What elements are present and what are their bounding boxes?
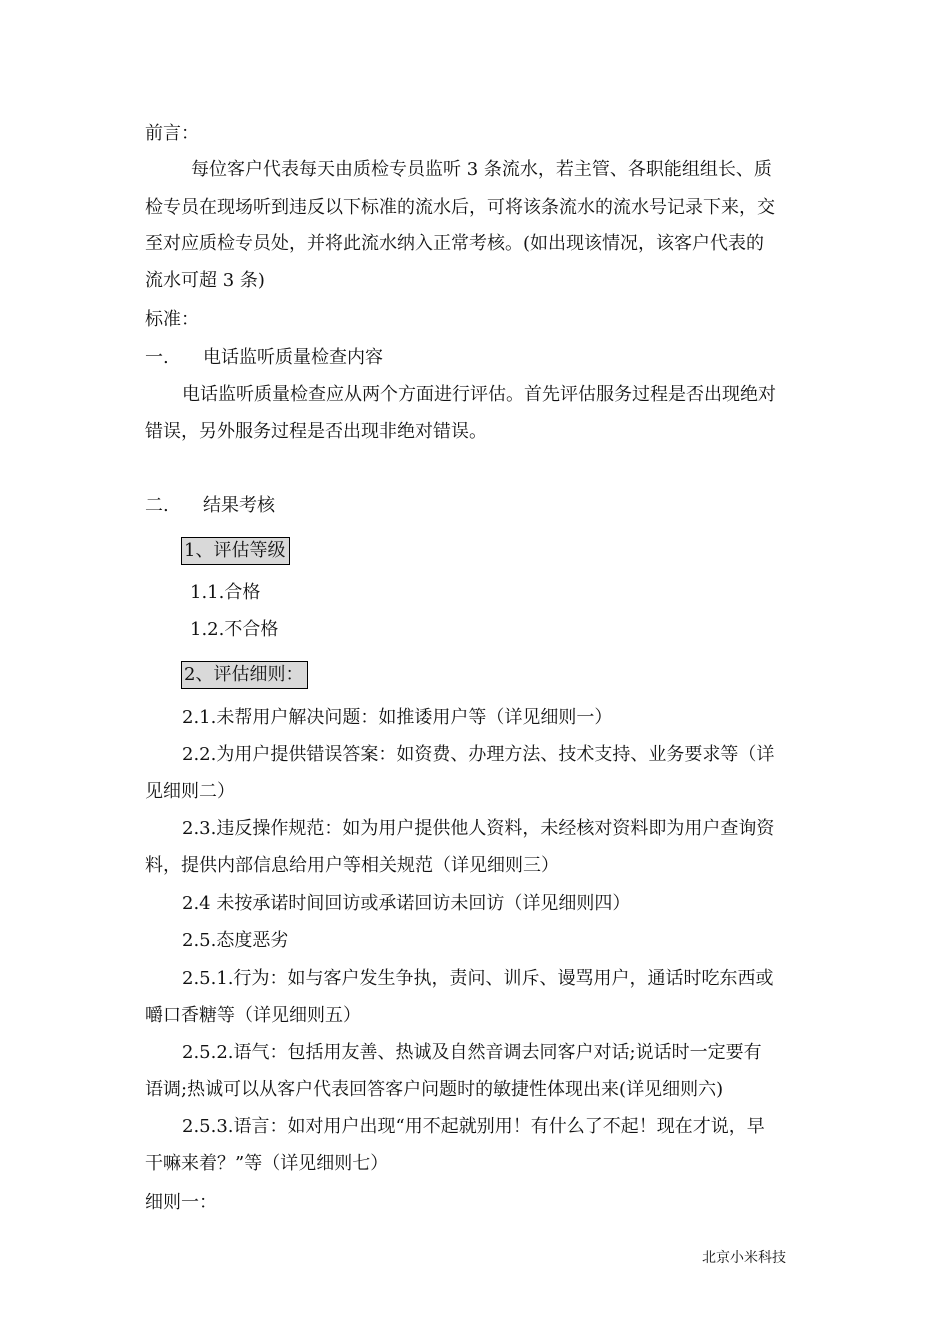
preface-heading: 前言：	[145, 123, 199, 144]
rule-2-3-line-2: 料，提供内部信息给用户等相关规范（详见细则三）	[145, 855, 559, 876]
rule-2-2-line-2: 见细则二）	[145, 781, 235, 802]
grade-fail: 1.2.不合格	[190, 619, 279, 640]
section-1-title: 电话监听质量检查内容	[203, 347, 383, 368]
rule-2-5-2-line-1: 2.5.2.语气：包括用友善、热诚及自然音调去同客户对话;说话时一定要有	[182, 1042, 762, 1063]
detail-1-heading: 细则一：	[145, 1192, 217, 1213]
rule-2-5-2-line-2: 语调;热诚可以从客户代表回答客户问题时的敏捷性体现出来(详见细则六)	[145, 1079, 724, 1100]
preface-line-1: 每位客户代表每天由质检专员监听 3 条流水，若主管、各职能组组长、质	[191, 159, 772, 180]
rule-2-3-line-1: 2.3.违反操作规范：如为用户提供他人资料，未经核对资料即为用户查询资	[182, 818, 775, 839]
rule-2-5-1-line-1: 2.5.1.行为：如与客户发生争执，责问、训斥、谩骂用户，通话时吃东西或	[182, 968, 774, 989]
assessment-grade-box: 1、评估等级	[181, 537, 290, 565]
rule-2-4: 2.4 未按承诺时间回访或承诺回访未回访（详见细则四）	[182, 893, 631, 914]
preface-line-2: 检专员在现场听到违反以下标准的流水后，可将该条流水的流水号记录下来，交	[145, 197, 775, 218]
rule-2-1: 2.1.未帮用户解决问题：如推诿用户等（详见细则一）	[182, 707, 613, 728]
rule-2-5-3-line-2: 干嘛来着？”等（详见细则七）	[145, 1153, 389, 1174]
rule-2-5-3-line-1: 2.5.3.语言：如对用户出现“用不起就别用！有什么了不起！现在才说，早	[182, 1116, 765, 1137]
page-footer: 北京小米科技	[702, 1250, 786, 1266]
preface-line-4: 流水可超 3 条)	[145, 270, 265, 291]
section-2-heading	[145, 488, 810, 524]
assessment-rules-box: 2、评估细则：	[181, 661, 308, 689]
preface-line-3: 至对应质检专员处，并将此流水纳入正常考核。(如出现该情况，该客户代表的	[145, 233, 765, 254]
rule-2-5: 2.5.态度恶劣	[182, 930, 289, 951]
rule-2-5-1-line-2: 嚼口香糖等（详见细则五）	[145, 1005, 361, 1026]
section-1-line-2: 错误，另外服务过程是否出现非绝对错误。	[145, 421, 487, 442]
standard-heading: 标准：	[145, 309, 199, 330]
section-1-heading	[145, 340, 810, 376]
section-1-line-1: 电话监听质量检查应从两个方面进行评估。首先评估服务过程是否出现绝对	[182, 384, 776, 405]
section-2-title: 结果考核	[203, 495, 275, 516]
section-2-number: 二.	[145, 495, 169, 516]
grade-pass: 1.1.合格	[190, 582, 261, 603]
rule-2-2-line-1: 2.2.为用户提供错误答案：如资费、办理方法、技术支持、业务要求等（详	[182, 744, 775, 765]
section-1-number: 一.	[145, 347, 169, 368]
